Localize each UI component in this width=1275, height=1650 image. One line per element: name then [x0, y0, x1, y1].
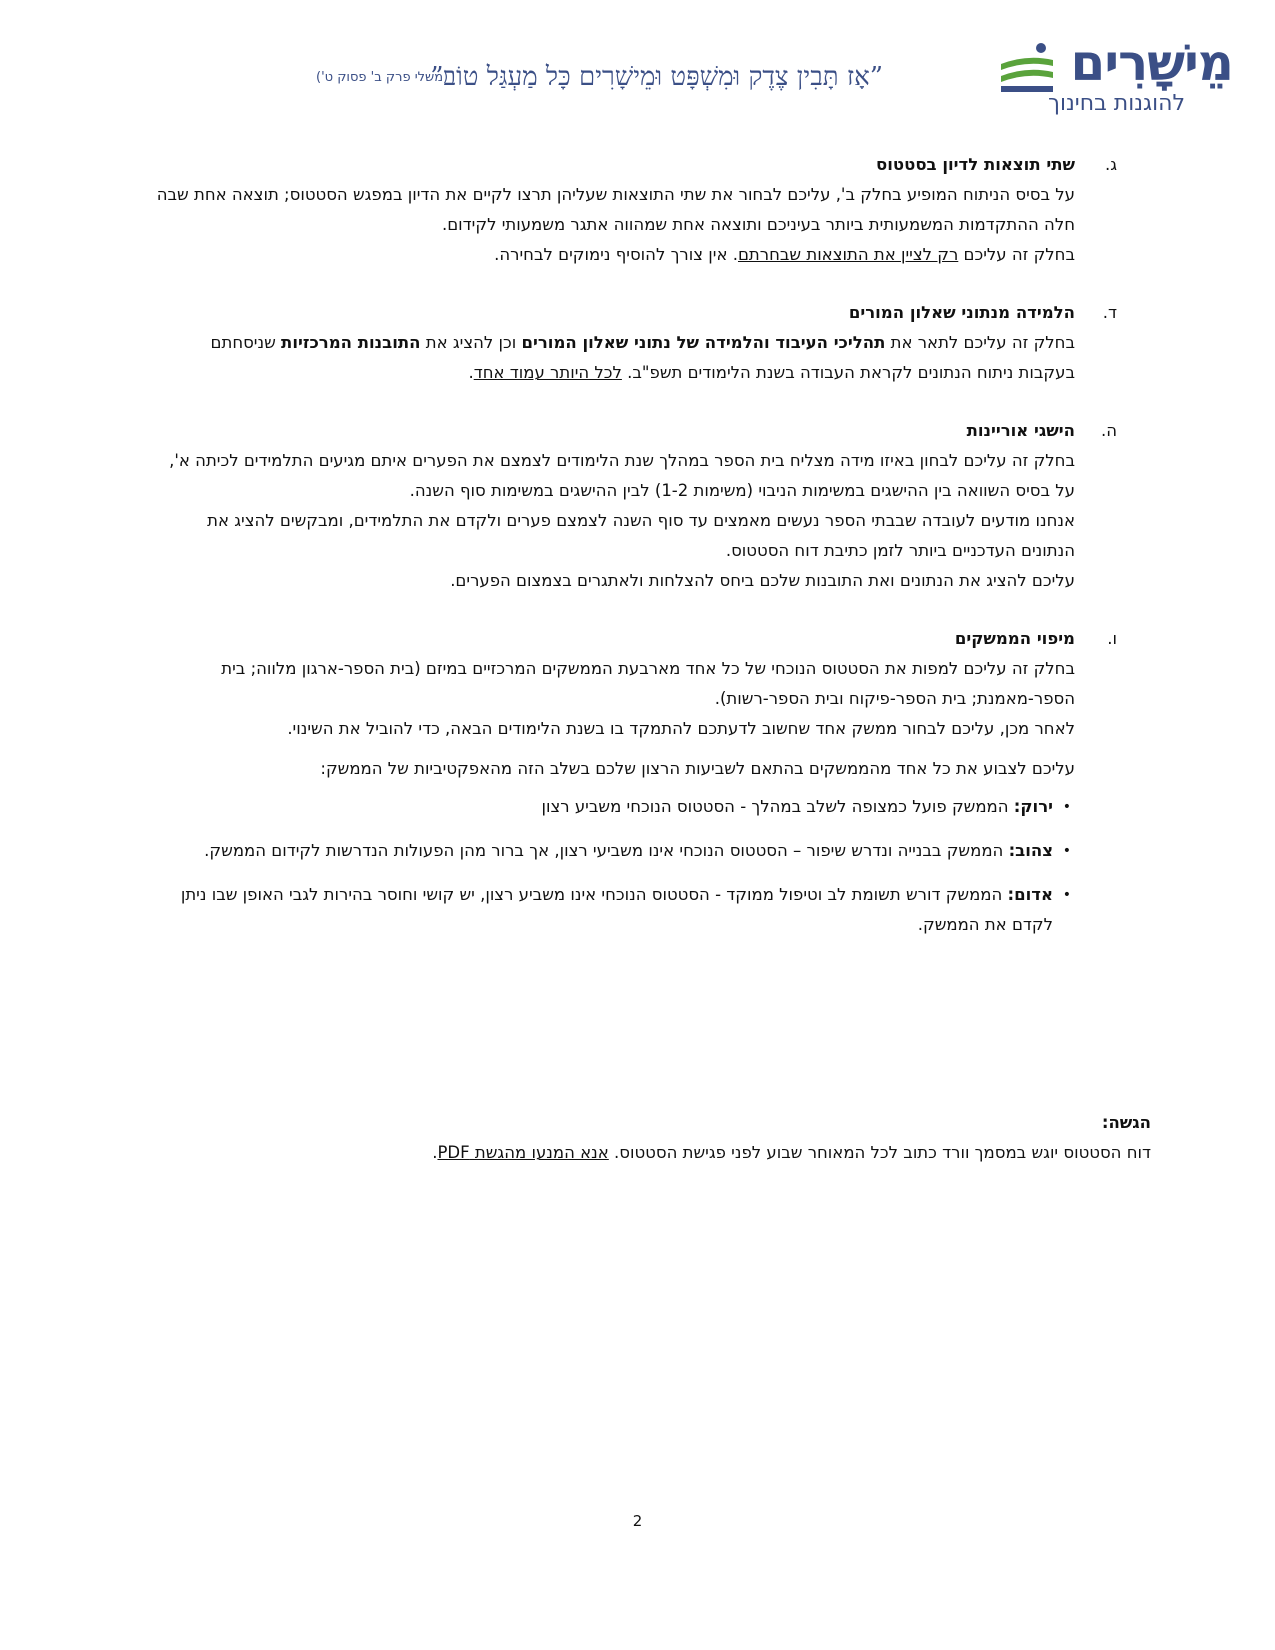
list-item: • צהוב: הממשק בבנייה ונדרש שיפור – הסטטוס הנוכחי אינו משביעי רצון, אך ברור מהן הפעולות הנדרשות לקידום הממשק. [150, 836, 1075, 866]
header-quote-source: (משלי פרק ב' פסוק ט') [316, 70, 449, 85]
submission-section [150, 1108, 1151, 1168]
logo-subtitle: להוגנות בחינוך [1048, 91, 1185, 116]
section-letter: ו. [1107, 629, 1117, 648]
paragraph: בחלק זה עליכם למפות את הסטטוס הנוכחי של כל אחד מארבעת הממשקים המרכזיים במיזם (בית הספר-ארגון מלווה; בית הספר-מאמנת; בית הספר-פיקוח ובית הספר-רשות). [221, 659, 1075, 708]
paragraph: בחלק זה עליכם לבחון באיזו מידה מצליח בית הספר במהלך שנת הלימודים לצמצם את הפערים איתם מגיעים התלמידים לכיתה א', על בסיס השוואה בין ההישגים במשימות הניבוי (משימות 1-2) לבין ההישגים במשימות סוף השנה. [169, 451, 1075, 500]
section-d [150, 298, 1117, 388]
section-title: מיפוי הממשקים [954, 629, 1075, 648]
underlined-text: אנא המנעו מהגשת PDF [437, 1143, 609, 1162]
section-letter: ג. [1104, 155, 1117, 174]
paragraph: לאחר מכן, עליכם לבחור ממשק אחד שחשוב לדעתכם להתמקד בו בשנת הלימודים הבאה, כדי להוביל את השינוי. [287, 719, 1075, 738]
paragraph: אנחנו מודעים לעובדה שבבתי הספר נעשים מאמצים עד סוף השנה לצמצם פערים ולקדם את התלמידים, ומבקשים להציג את הנתונים העדכניים ביותר לזמן כתיבת דוח הסטטוס. [207, 511, 1075, 560]
logo-mark-icon [997, 42, 1055, 94]
section-letter: ה. [1100, 421, 1117, 440]
paragraph: בחלק זה עליכם רק לציין את התוצאות שבחרתם. אין צורך להוסיף נימוקים לבחירה. [494, 245, 1075, 264]
section-g [150, 150, 1117, 270]
section-title: הלמידה מנתוני שאלון המורים [848, 303, 1075, 322]
section-v [150, 624, 1117, 940]
submission-title: הגשה: [1101, 1113, 1151, 1132]
list-item: • ירוק: הממשק פועל כמצופה לשלב במהלך - הסטטוס הנוכחי משביע רצון [150, 792, 1075, 822]
underlined-text: רק לציין את התוצאות שבחרתם [737, 245, 959, 264]
main-content [150, 150, 1117, 968]
paragraph: על בסיס הניתוח המופיע בחלק ב', עליכם לבחור את שתי התוצאות שעליהן תרצו לקיים את הדיון במפגש הסטטוס; תוצאה אחת שבה חלה ההתקדמות המשמעותית ביותר בעיניכם ותוצאה אחת שמהווה אתגר משמעותי לקידום. [156, 185, 1075, 234]
underlined-text: לכל היותר עמוד אחד [473, 363, 622, 382]
logo [993, 28, 1233, 118]
bullet-icon: • [1062, 843, 1071, 859]
header-quote: ”אָז תָּבִין צֶדֶק וּמִשְׁפָּט וּמֵישָׁרִים כָּל מַעְגַּל טוֹב” [430, 62, 883, 92]
section-h [150, 416, 1117, 596]
bullet-icon: • [1062, 799, 1071, 815]
paragraph: עליכם לצבוע את כל אחד מהממשקים בהתאם לשביעות הרצון שלכם בשלב הזה מהאפקטיביות של הממשק: [320, 759, 1075, 778]
page-number: 2 [632, 1512, 643, 1530]
list-item: • אדום: הממשק דורש תשומת לב וטיפול ממוקד - הסטטוס הנוכחי אינו משביע רצון, יש קושי וחוסר בהירות לגבי האופן שבו ניתן לקדם את הממשק. [150, 880, 1075, 940]
section-title: הישגי אוריינות [966, 421, 1075, 440]
color-legend-list [150, 792, 1075, 940]
bullet-icon: • [1062, 887, 1071, 903]
paragraph: דוח הסטטוס יוגש במסמך וורד כתוב לכל המאוחר שבוע לפני פגישת הסטטוס. אנא המנעו מהגשת PDF. [432, 1143, 1151, 1162]
paragraph: עליכם להציג את הנתונים ואת התובנות שלכם ביחס להצלחות ולאתגרים בצמצום הפערים. [450, 571, 1075, 590]
section-letter: ד. [1102, 303, 1117, 322]
logo-wordmark: מֵישָׁרִים [1070, 34, 1233, 92]
section-title: שתי תוצאות לדיון בסטטוס [876, 155, 1075, 174]
paragraph: בחלק זה עליכם לתאר את תהליכי העיבוד והלמידה של נתוני שאלון המורים וכן להציג את התובנות המרכזיות שניסחתם בעקבות ניתוח הנתונים לקראת העבודה בשנת הלימודים תשפ"ב. לכל היותר עמוד אחד. [210, 333, 1075, 382]
